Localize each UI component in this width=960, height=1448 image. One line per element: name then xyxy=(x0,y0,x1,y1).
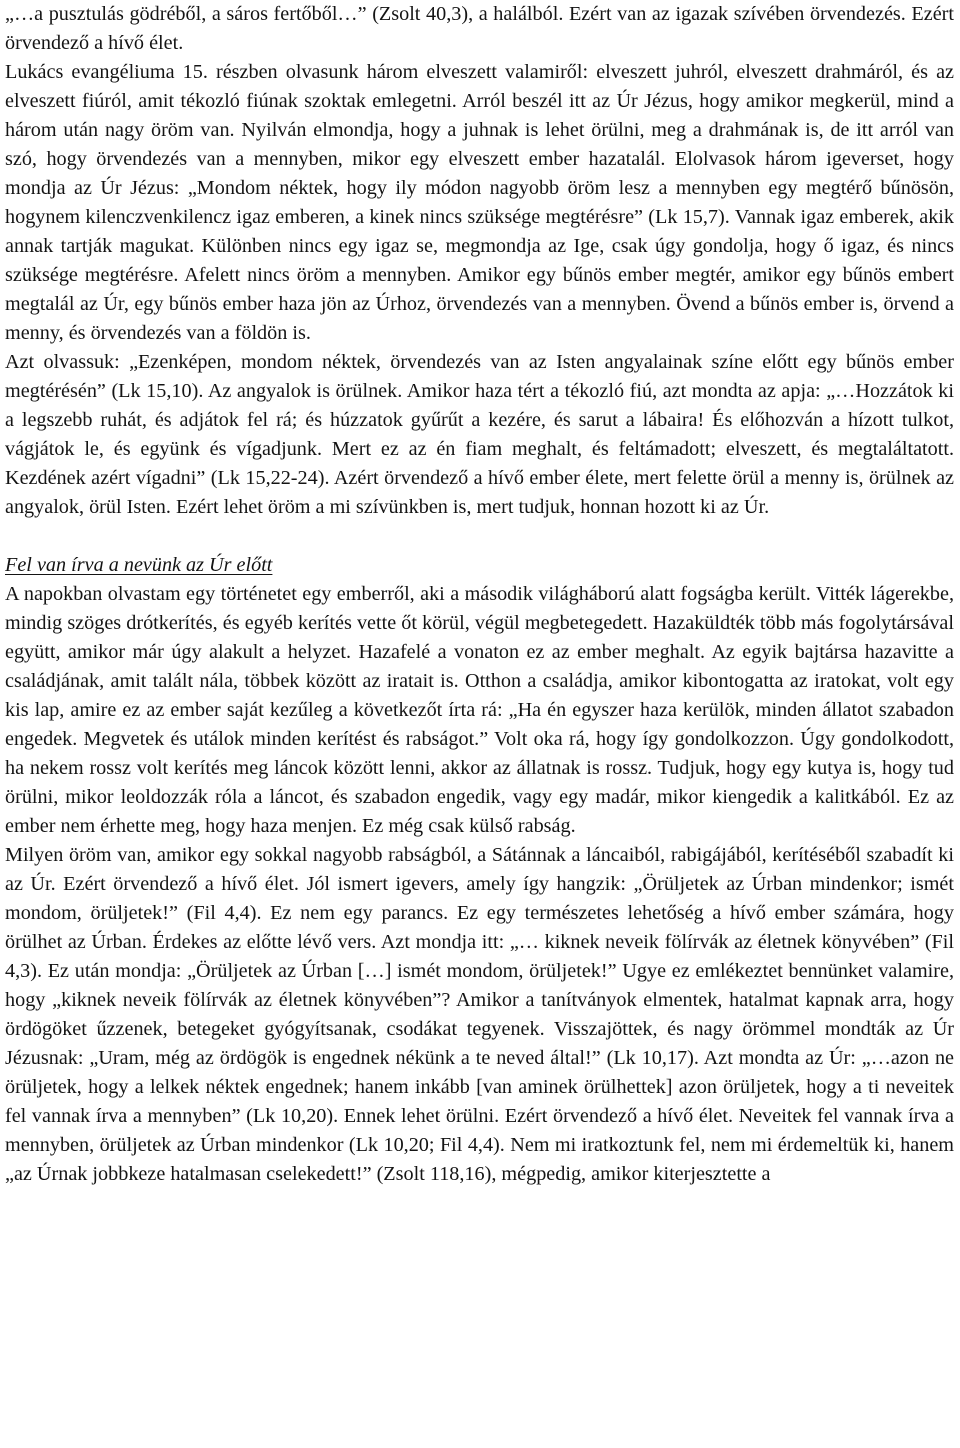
section-paragraph: A napokban olvastam egy történetet egy emberről, aki a második világháború alatt fogságba került. Vitték lágerekbe, mindig szöges drótkerítés, és egyéb kerítés vette őt körül, végül megbetegedett. Hazaküldték több más fogolytársával együtt, amikor már úgy alakult a helyzet. Hazafelé a vonaton ez az ember meghalt. Az egyik bajtársa hazavitte a családjának, amit talált nála, többek között az iratait is. Otthon a családja, amikor kibontogatta az iratokat, volt egy kis lap, amire ez az ember saját kezűleg a következőt írta rá: „Ha én egyszer haza kerülök, minden állatot szabadon engedek. Megvetek és utálok minden kerítést és rabságot.” Volt oka rá, hogy így gondolkozzon. Úgy gondolkodott, ha nekem rossz volt kerítés meg láncok között lenni, akkor az állatnak is rossz. Tudjuk, hogy egy kutya is, hogy tud örülni, mikor leoldozzák róla a láncot, és szabadon engedik, vagy egy madár, mikor kiengedik a kalitkából. Ez az ember nem érhette meg, hogy haza menjen. Ez még csak külső rabság. xyxy=(5,583,954,837)
section-heading: Fel van írva a nevünk az Úr előtt xyxy=(5,554,273,576)
section-paragraph: Milyen öröm van, amikor egy sokkal nagyobb rabságból, a Sátánnak a láncaiból, rabigájából, kerítéséből szabadít ki az Úr. Ezért örvendező a hívő élet. Jól ismert igevers, amely így hangzik: „Örüljetek az Úrban mindenkor; ismét mondom, örüljetek!” (Fil 4,4). Ez nem egy parancs. Ez egy természetes lehetőség a hívő ember számára, hogy örülhet az Úrban. Érdekes az előtte lévő vers. Azt mondja itt: „… kiknek neveik fölírvák az életnek könyvében” (Fil 4,3). Ez után mondja: „Örüljetek az Úrban […] ismét mondom, örüljetek!” Ugye ez emlékeztet bennünket valamire, hogy „kiknek neveik fölírvák az életnek könyvében”? Amikor a tanítványok elmentek, hatalmat kapnak arra, hogy ördögöket űzzenek, betegeket gyógyítsanak, csodákat tegyenek. Visszajöttek, és nagy örömmel mondták az Úr Jézusnak: „Uram, még az ördögök is engednek nékünk a te neved által!” (Lk 10,17). Azt mondta az Úr: „…azon ne örüljetek, hogy a lelkek néktek engednek; hanem inkább [van aminek örülhettek] azon örüljetek, hogy a ti neveitek fel vannak írva a mennyben” (Lk 10,20). Ennek lehet örülni. Ezért örvendező a hívő élet. Neveitek fel vannak írva a mennyben, örüljetek az Úrban mindenkor (Lk 10,20; Fil 4,4). Nem mi iratkoztunk fel, nem mi érdemeltük ki, hanem „az Úrnak jobbkeze hatalmasan cselekedett!” (Zsolt 118,16), mégpedig, amikor kiterjesztette a xyxy=(5,844,954,1185)
intro-paragraph: Lukács evangéliuma 15. részben olvasunk három elveszett valamiről: elveszett juhról, elveszett drahmáról, és az elveszett fiúról, amit tékozló fiúnak szoktak emlegetni. Arról beszél itt az Úr Jézus, hogy amikor megkerül, mind a három után nagy öröm van. Nyilván elmondja, hogy a juhnak is lehet örülni, meg a drahmának is, de itt arról van szó, hogy örvendezés van a mennyben, mikor egy elveszett ember hazatalál. Elolvasok három igeverset, hogy mondja az Úr Jézus: „Mondom néktek, hogy ily módon nagyobb öröm lesz a mennyben egy megtérő bűnösön, hogynem kilenczvenkilencz igaz emberen, a kinek nincs szüksége megtérésre” (Lk 15,7). Vannak igaz emberek, akik annak tartják magukat. Különben nincs egy igaz se, megmondja az Ige, csak úgy gondolja, hogy ő igaz, és nincs szüksége megtérésre. Afelett nincs öröm a mennyben. Amikor egy bűnös ember megtér, amikor egy bűnös embert megtalál az Úr, egy bűnös ember haza jön az Úrhoz, örvendezés van a mennyben. Övend a bűnös ember is, örvend a menny, és örvendezés van a földön is. xyxy=(5,61,954,344)
intro-paragraph: „…a pusztulás gödréből, a sáros fertőből…” (Zsolt 40,3), a halálból. Ezért van az igazak szívében örvendezés. Ezért örvendező a hívő élet. xyxy=(5,3,954,54)
intro-paragraph: Azt olvassuk: „Ezenképen, mondom néktek, örvendezés van az Isten angyalainak színe előtt egy bűnös ember megtérésén” (Lk 15,10). Az angyalok is örülnek. Amikor haza tért a tékozló fiú, azt mondta az apja: „…Hozzátok ki a legszebb ruhát, és adjátok fel rá; és húzzatok gyűrűt a kezére, és sarut a lábaira! És előhozván a hízott tulkot, vágjátok le, és együnk és vígadjunk. Mert ez az én fiam meghalt, és feltámadott; elveszett, és megtaláltatott. Kezdének azért vígadni” (Lk 15,22-24). Azért örvendező a hívő ember élete, mert felette örül a menny is, örülnek az angyalok, örül Isten. Ezért lehet öröm a mi szívünkben is, mert tudjuk, honnan hozott ki az Úr. xyxy=(5,351,954,518)
